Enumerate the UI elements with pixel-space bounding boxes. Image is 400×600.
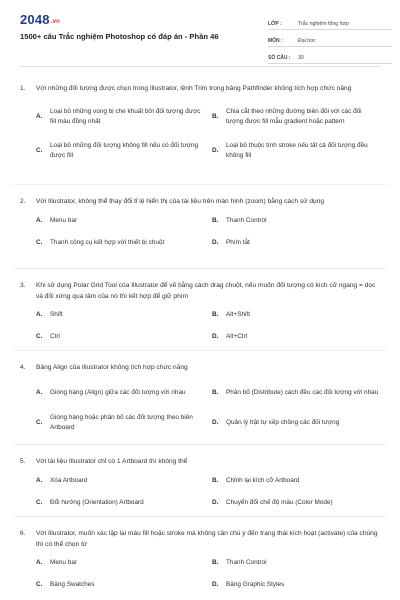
answer-letter: C. xyxy=(36,581,43,588)
answer-text: Phân bố (Distribute) cách đều các đối tượng với nhau xyxy=(226,388,379,396)
question-header xyxy=(20,363,380,374)
answer-option-d[interactable] xyxy=(212,580,380,590)
meta-label: MÔN : xyxy=(268,38,283,44)
answer-letter: D. xyxy=(212,333,219,340)
answer-letter: A. xyxy=(36,112,43,120)
answer-grid xyxy=(20,476,380,508)
answer-letter: A. xyxy=(36,476,43,484)
answer-option-d[interactable] xyxy=(212,498,380,508)
question-number: 2. xyxy=(20,198,26,205)
answer-option-d[interactable] xyxy=(212,332,380,342)
answer-text: Gióng hàng (Align) giữa các đối tượng với nhau xyxy=(50,388,186,396)
meta-info xyxy=(268,15,392,66)
meta-label: LỚP : xyxy=(268,21,282,27)
answer-option-d[interactable] xyxy=(212,140,380,162)
answer-grid xyxy=(20,558,380,590)
answer-letter: C. xyxy=(36,238,43,246)
question-text: Khi sử dụng Polar Grid Tool của Illustrator để vẽ bằng cách drag chuột, nếu muốn đối tượng có kích cỡ ngang = dọc và đối xứng qua tâm của nó thì kết hợp để giữ phím xyxy=(36,282,376,300)
answer-text: Menu bar xyxy=(50,216,77,224)
question-text: Với Illustrator, không thể thay đổi tỉ lệ hiển thị của tài liệu trên màn hình (zoom) bằng cách sử dụng xyxy=(36,198,325,205)
question-6 xyxy=(14,517,386,597)
answer-text: Thanh Control xyxy=(226,559,267,566)
header-divider xyxy=(20,66,380,67)
answer-grid xyxy=(20,102,380,162)
answer-option-a[interactable] xyxy=(36,558,204,568)
question-number: 4. xyxy=(20,364,26,371)
meta-value: Trắc nghiệm tổng hợp xyxy=(298,21,349,27)
answer-option-a[interactable] xyxy=(36,102,204,132)
site-logo[interactable] xyxy=(20,12,60,27)
question-text: Bảng Align của Illustrator không tích hợp chức năng xyxy=(36,364,188,371)
header xyxy=(14,0,386,68)
answer-grid xyxy=(20,310,380,342)
answer-text: Quản lý trật tự xếp chồng các đối tượng xyxy=(226,418,340,426)
answer-text: Xóa Artboard xyxy=(50,476,88,484)
answer-option-b[interactable] xyxy=(212,476,380,486)
question-header xyxy=(20,281,380,302)
meta-label: SỐ CÂU : xyxy=(268,55,291,61)
answer-letter: A. xyxy=(36,388,43,396)
question-header xyxy=(20,457,380,468)
answer-option-c[interactable] xyxy=(36,238,204,248)
question-header xyxy=(20,529,380,550)
answer-option-a[interactable] xyxy=(36,382,204,404)
answer-text: Chia cắt theo những đường biên đối với các đối tượng được fill mẫu gradient hoặc pattern xyxy=(226,107,362,125)
answer-letter: B. xyxy=(212,388,219,396)
answer-text: Bảng Graphic Styles xyxy=(226,581,285,588)
answer-letter: B. xyxy=(212,216,219,224)
answer-option-a[interactable] xyxy=(36,216,204,226)
answer-text: Shift xyxy=(50,311,63,318)
page-title: 1500+ câu Trắc nghiệm Photoshop có đáp án - Phần 46 xyxy=(20,32,219,41)
answer-letter: C. xyxy=(36,333,43,340)
question-number: 1. xyxy=(20,85,26,92)
answer-letter: D. xyxy=(212,418,219,426)
answer-letter: C. xyxy=(36,498,43,506)
question-list xyxy=(14,68,386,597)
logo-main: 2048 xyxy=(20,12,50,27)
answer-text: Thanh công cụ kết hợp với thiết bị chuột xyxy=(50,238,165,246)
answer-letter: D. xyxy=(212,581,219,588)
meta-value: Đại học xyxy=(298,38,316,44)
answer-text: Menu bar xyxy=(50,559,77,566)
question-5 xyxy=(14,445,386,517)
answer-letter: B. xyxy=(212,112,219,120)
answer-option-c[interactable] xyxy=(36,140,204,162)
answer-option-c[interactable] xyxy=(36,332,204,342)
logo-suffix: .vn xyxy=(50,19,61,25)
question-text: Với Illustrator, muốn xác lập lại màu fill hoặc stroke mà không cần chú ý đến trạng thái kích hoạt (activate) của chúng thì có thể chọn từ xyxy=(36,530,378,548)
answer-grid xyxy=(20,382,380,434)
answer-text: Alt+Ctrl xyxy=(226,333,248,340)
meta-row-count xyxy=(268,49,392,64)
answer-letter: D. xyxy=(212,238,219,246)
answer-option-b[interactable] xyxy=(212,382,380,404)
answer-option-c[interactable] xyxy=(36,412,204,434)
answer-text: Loại bỏ những đối tượng không fill nếu có đối tượng được fill xyxy=(50,141,199,159)
answer-text: Phím tắt xyxy=(226,238,250,246)
answer-option-b[interactable] xyxy=(212,216,380,226)
question-4 xyxy=(14,351,386,445)
answer-letter: D. xyxy=(212,146,219,154)
answer-option-c[interactable] xyxy=(36,498,204,508)
answer-text: Loại bỏ thuộc tính stroke nếu tất cả đối tượng đều không fill xyxy=(226,141,368,159)
answer-text: Chuyển đổi chế độ màu (Color Mode) xyxy=(226,498,333,506)
meta-row-subject xyxy=(268,32,392,47)
answer-option-c[interactable] xyxy=(36,580,204,590)
question-3 xyxy=(14,269,386,351)
question-text: Với những đối tượng được chọn trong Illustrator, lệnh Trim trong bảng Pathfinder không tích hợp chức năng xyxy=(36,85,352,92)
answer-text: Chỉnh lại kích cỡ Artboard xyxy=(226,476,300,484)
question-header xyxy=(20,197,380,208)
answer-text: Đổi hướng (Orientation) Artboard xyxy=(50,498,144,506)
meta-value: 30 xyxy=(298,55,304,61)
answer-letter: C. xyxy=(36,418,43,426)
answer-grid xyxy=(20,216,380,248)
question-1 xyxy=(14,82,386,185)
answer-option-d[interactable] xyxy=(212,412,380,434)
answer-text: Gióng hàng hoặc phân bố các đối tượng theo biên Artboard xyxy=(50,413,193,431)
answer-option-b[interactable] xyxy=(212,558,380,568)
answer-text: Loại bỏ những vùng bị che khuất bởi đối tượng được fill màu đồng nhất xyxy=(50,107,201,125)
answer-letter: C. xyxy=(36,146,43,154)
answer-option-b[interactable] xyxy=(212,310,380,320)
answer-option-a[interactable] xyxy=(36,310,204,320)
answer-letter: B. xyxy=(212,476,219,484)
answer-letter: A. xyxy=(36,559,43,566)
answer-option-d[interactable] xyxy=(212,238,380,248)
question-number: 5. xyxy=(20,458,26,465)
answer-option-a[interactable] xyxy=(36,476,204,486)
answer-letter: B. xyxy=(212,559,219,566)
question-number: 3. xyxy=(20,282,26,289)
question-header xyxy=(20,84,380,95)
answer-letter: D. xyxy=(212,498,219,506)
answer-letter: B. xyxy=(212,311,219,318)
answer-letter: A. xyxy=(36,216,43,224)
answer-text: Thanh Control xyxy=(226,216,267,224)
question-2 xyxy=(14,185,386,269)
meta-row-class xyxy=(268,15,392,30)
question-text: Với tài liệu Illustrator chỉ có 1 Artboard thì không thể xyxy=(36,458,188,465)
answer-text: Ctrl xyxy=(50,333,60,340)
answer-option-b[interactable] xyxy=(212,102,380,132)
answer-text: Bảng Swatches xyxy=(50,581,95,588)
question-number: 6. xyxy=(20,530,26,537)
answer-text: Alt+Shift xyxy=(226,311,250,318)
answer-letter: A. xyxy=(36,311,43,318)
